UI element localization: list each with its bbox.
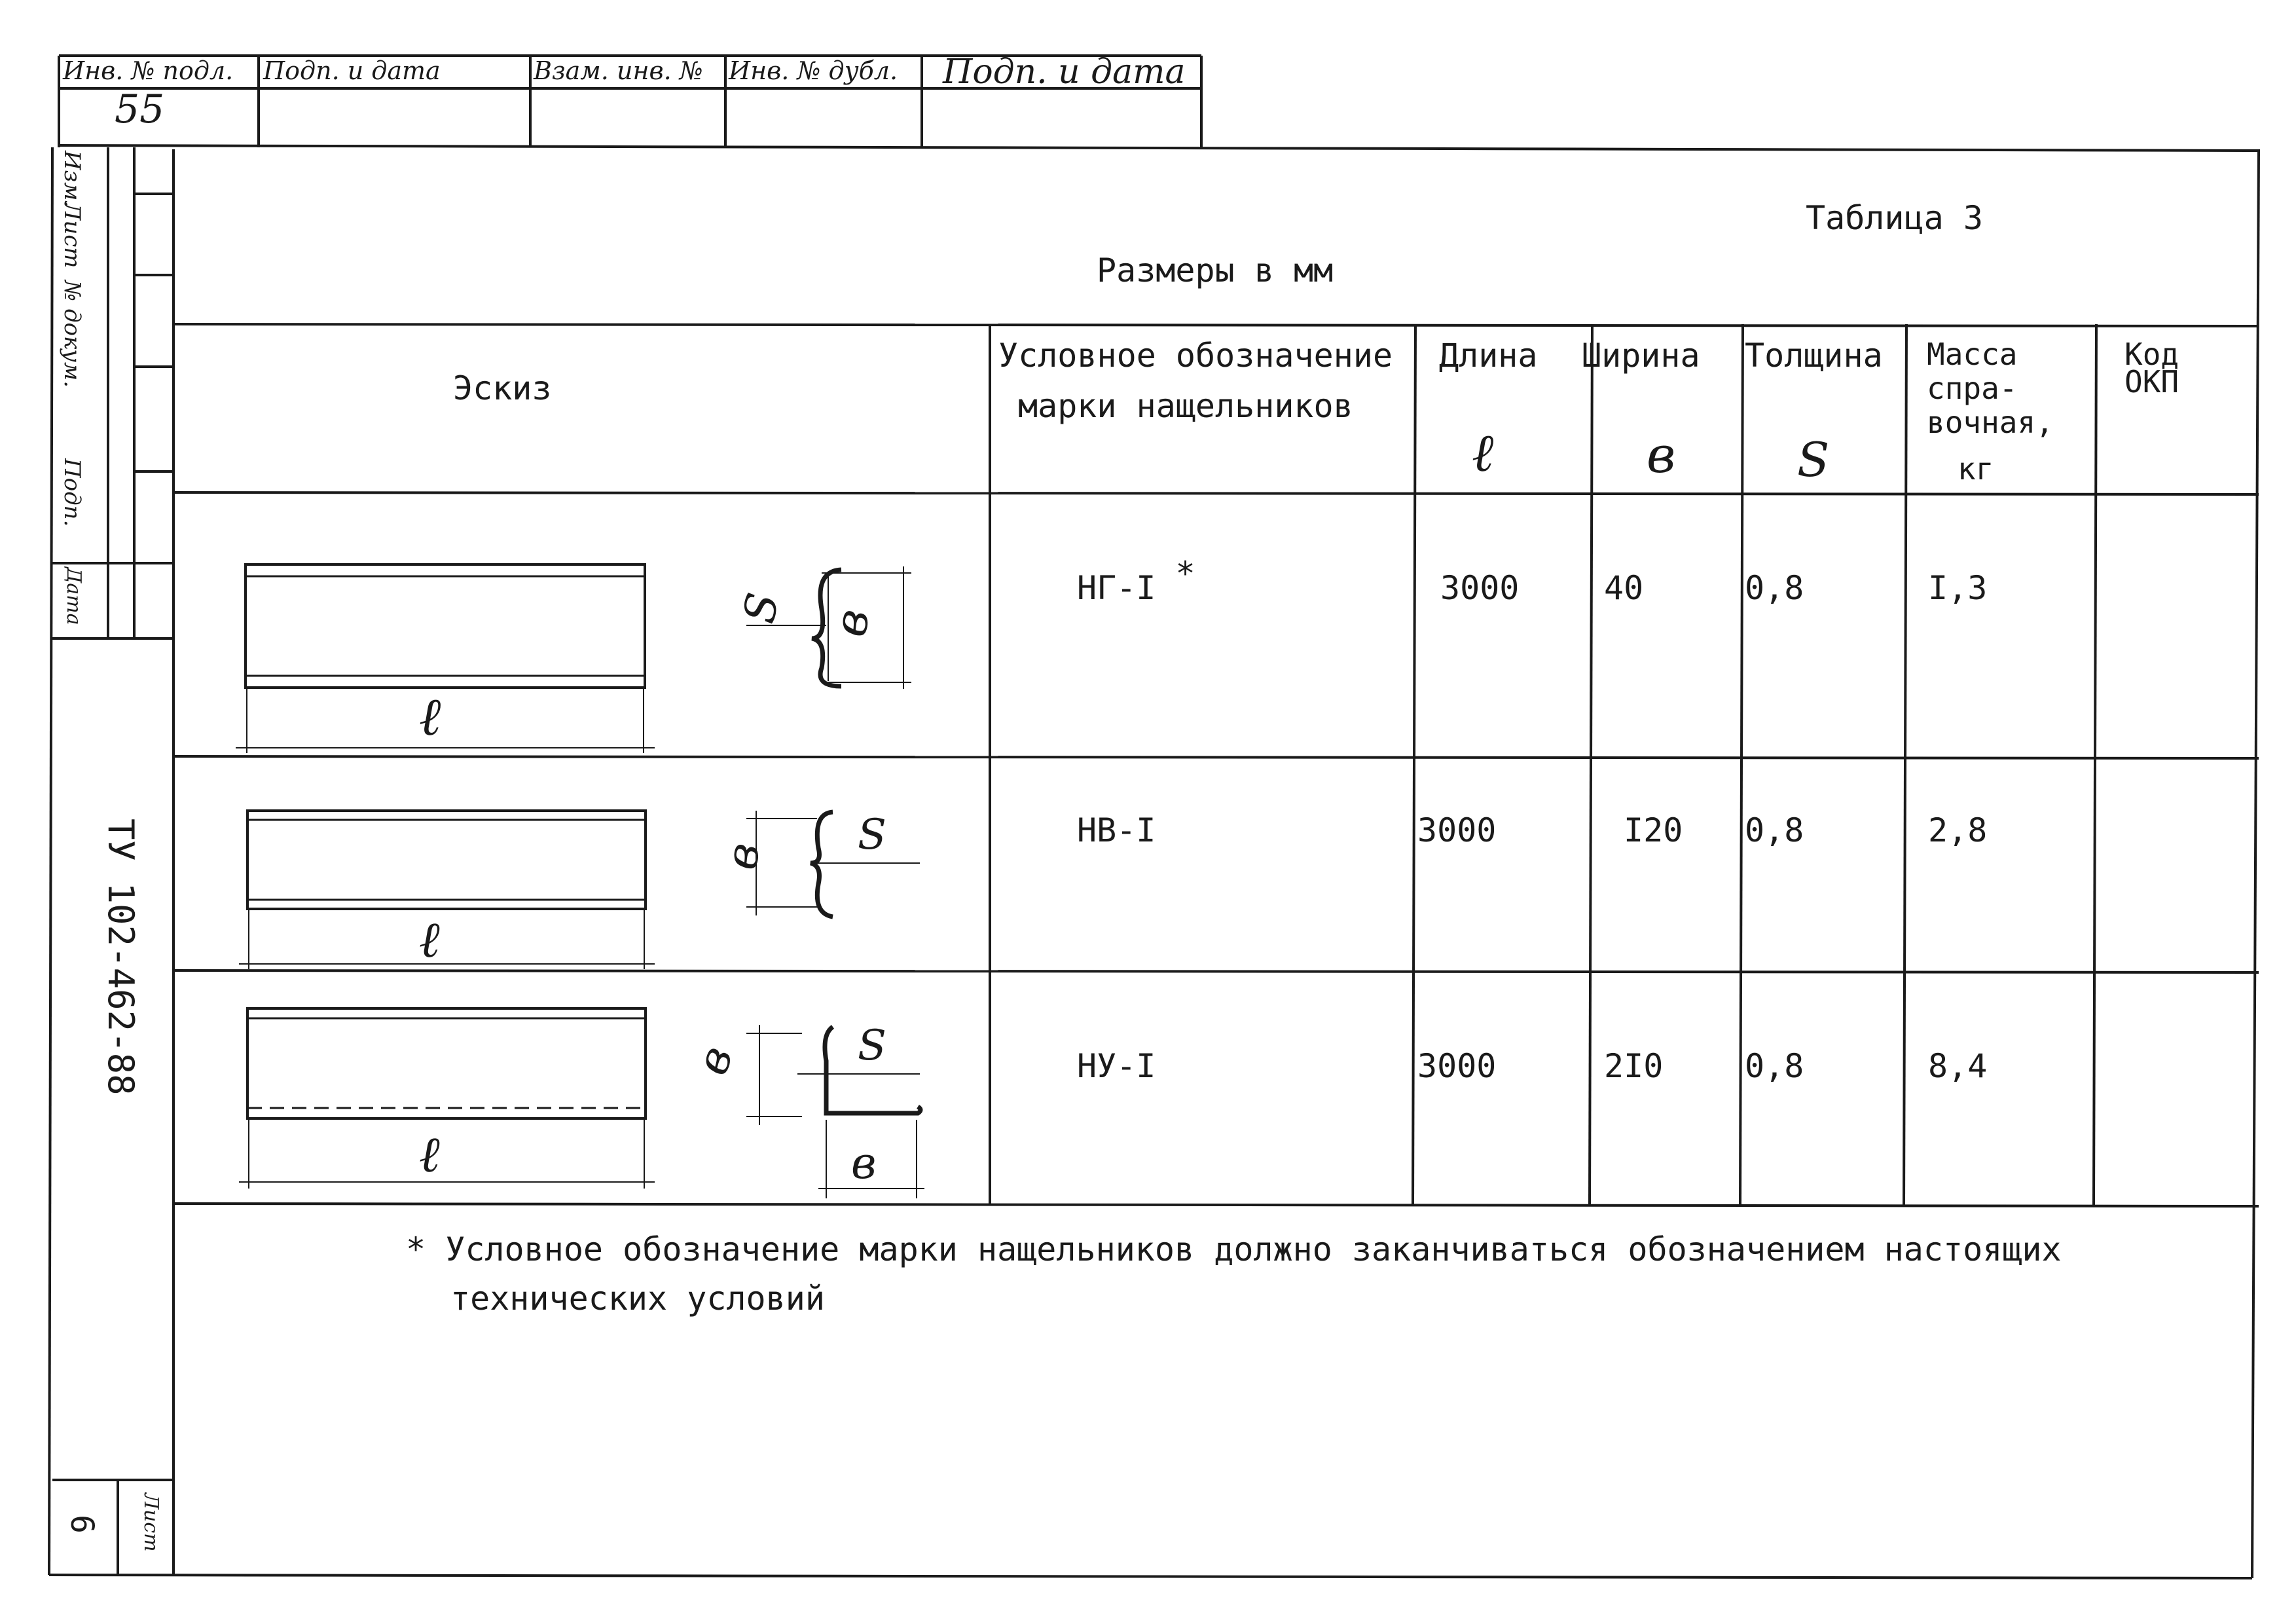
header-designation-line2: марки нащельников bbox=[1018, 387, 1353, 425]
row-1-sketch-b: в bbox=[822, 604, 881, 641]
header-sketch: Эскиз bbox=[453, 369, 552, 407]
stamp-header-podp-data-2: Подп. и дата bbox=[943, 52, 1186, 92]
header-mass-unit: кг bbox=[1958, 451, 1994, 487]
side-label-list: Лист bbox=[59, 202, 85, 268]
footnote-line-1: * Условное обозначение марки нащельников должно заканчиваться обозначением настоящих bbox=[406, 1230, 2062, 1268]
header-mass-line1: Масса bbox=[1927, 337, 2018, 372]
header-width-symbol: в bbox=[1647, 426, 1676, 484]
row-2-length: 3000 bbox=[1417, 811, 1497, 849]
row-3-sketch-b-horizontal: в bbox=[851, 1138, 877, 1189]
footnote-line-2: технических условий bbox=[450, 1280, 825, 1318]
side-sheet-label: Лист bbox=[139, 1493, 162, 1552]
header-code-line2: ОКП bbox=[2124, 364, 2179, 399]
row-2-sketch-b: в bbox=[715, 839, 771, 874]
header-length: Длина bbox=[1439, 337, 1538, 375]
row-2-mass: 2,8 bbox=[1928, 811, 1988, 849]
row-3-sketch-s: S bbox=[858, 1022, 886, 1070]
side-label-dokum: № докум. bbox=[59, 280, 85, 388]
row-2-mark: НВ-I bbox=[1077, 811, 1156, 849]
side-sheet-number: 6 bbox=[64, 1515, 101, 1534]
row-3-sketch-b-vertical: в bbox=[685, 1039, 744, 1082]
row-1-sketch-s: S bbox=[733, 589, 789, 627]
row-2-width: I20 bbox=[1624, 811, 1683, 849]
side-doc-code: ТУ 102-462-88 bbox=[100, 819, 141, 1096]
row-3-length: 3000 bbox=[1417, 1047, 1497, 1085]
row-1-mark: НГ-I * bbox=[1077, 555, 1195, 607]
header-mass-line3: вочная, bbox=[1927, 405, 2054, 440]
row-1-thickness: 0,8 bbox=[1745, 569, 1804, 607]
stamp-header-inv-dubl: Инв. № дубл. bbox=[729, 56, 898, 85]
row-3-sketch-l: ℓ bbox=[419, 1125, 440, 1183]
header-length-symbol: ℓ bbox=[1472, 422, 1494, 483]
side-label-data: Дата bbox=[62, 567, 85, 625]
header-width: Ширина bbox=[1582, 337, 1700, 375]
stamp-header-vzam-inv: Взам. инв. № bbox=[534, 56, 703, 85]
row-1-sketch-l: ℓ bbox=[419, 686, 441, 747]
side-label-podp: Подп. bbox=[59, 458, 85, 527]
row-1-note-mark: * bbox=[1175, 555, 1195, 593]
row-2-sketch-s: S bbox=[858, 811, 886, 859]
header-thickness-symbol: S bbox=[1797, 432, 1830, 487]
row-1-width: 40 bbox=[1604, 569, 1644, 607]
row-3-mass: 8,4 bbox=[1928, 1047, 1988, 1085]
header-code-line1: Код bbox=[2124, 337, 2179, 372]
table-units: Размеры в мм bbox=[1097, 251, 1334, 289]
table-caption: Таблица 3 bbox=[1806, 199, 1983, 237]
header-mass-line2: спра- bbox=[1927, 371, 2018, 406]
side-label-izm: Изм. bbox=[59, 151, 85, 208]
stamp-header-inv-podl: Инв. № подл. bbox=[63, 56, 234, 85]
row-3-width: 2I0 bbox=[1604, 1047, 1664, 1085]
row-2-sketch-l: ℓ bbox=[419, 910, 440, 969]
header-designation-line1: Условное обозначение bbox=[998, 337, 1393, 375]
stamp-inv-value: 55 bbox=[115, 86, 165, 132]
row-3-mark: НУ-I bbox=[1077, 1047, 1156, 1085]
stamp-header-podp-data: Подп. и дата bbox=[263, 56, 441, 85]
row-1-length: 3000 bbox=[1440, 569, 1520, 607]
header-thickness: Толщина bbox=[1745, 337, 1883, 375]
row-2-thickness: 0,8 bbox=[1745, 811, 1804, 849]
footnote-marker: * bbox=[406, 1230, 426, 1268]
row-3-thickness: 0,8 bbox=[1745, 1047, 1804, 1085]
row-1-mass: I,3 bbox=[1928, 569, 1988, 607]
